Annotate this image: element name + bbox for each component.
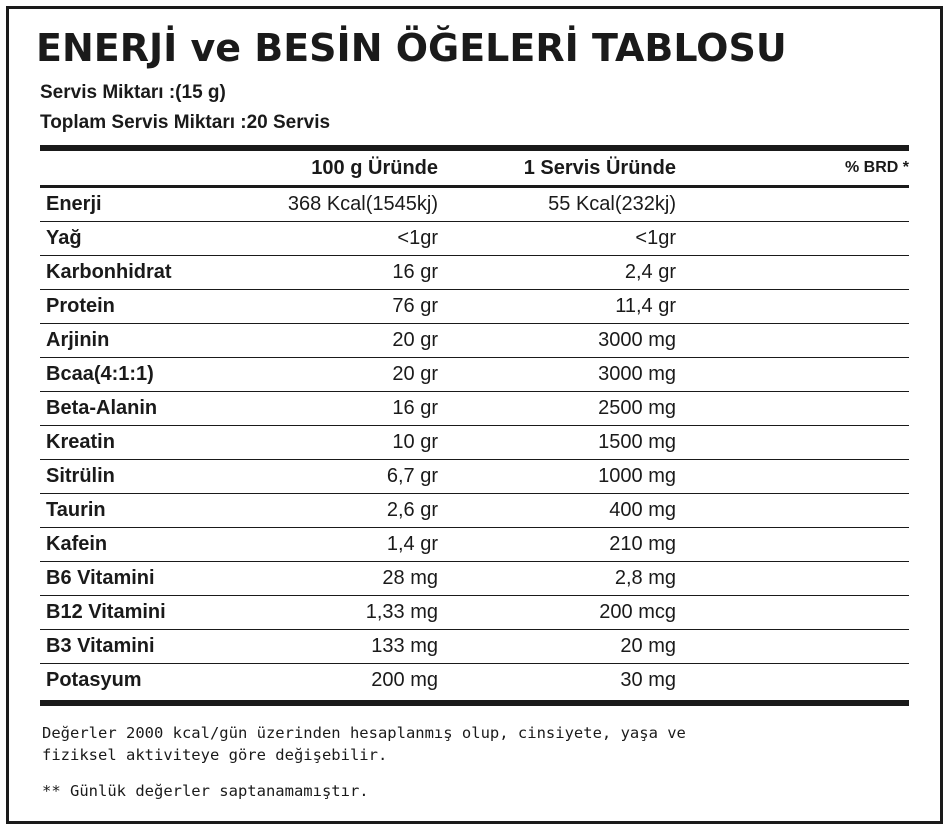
value-brd: [676, 460, 909, 494]
table-row: [40, 222, 909, 256]
value-per-serving: 3000 mg: [438, 324, 676, 358]
table-row: [40, 358, 909, 392]
value-per100: 76 gr: [220, 290, 438, 324]
nutrient-name: Kreatin: [40, 426, 220, 460]
page-title: ENERJİ ve BESİN ÖĞELERİ TABLOSU: [36, 26, 787, 70]
value-per-serving: 2,4 gr: [438, 256, 676, 290]
table-header-row: [40, 151, 909, 187]
table-row: [40, 630, 909, 664]
nutrient-name: B6 Vitamini: [40, 562, 220, 596]
value-per-serving: 400 mg: [438, 494, 676, 528]
total-servings: Toplam Servis Miktarı :20 Servis: [40, 112, 331, 133]
value-per-serving: 20 mg: [438, 630, 676, 664]
value-brd: [676, 562, 909, 596]
table-row: [40, 392, 909, 426]
table-row: [40, 324, 909, 358]
value-per100: 2,6 gr: [220, 494, 438, 528]
table-row: [40, 596, 909, 630]
value-per100: 133 mg: [220, 630, 438, 664]
value-per100: 28 mg: [220, 562, 438, 596]
table-row: [40, 460, 909, 494]
table-row: [40, 290, 909, 324]
nutrient-name: Sitrülin: [40, 460, 220, 494]
footnote-values: Değerler 2000 kcal/gün üzerinden hesaplanmış olup, cinsiyete, yaşa ve fiziksel aktiviteye göre değişebilir.: [42, 724, 686, 764]
value-per100: 1,33 mg: [220, 596, 438, 630]
table-body: [40, 187, 909, 698]
value-per-serving: 2,8 mg: [438, 562, 676, 596]
header-brd: % BRD *: [676, 151, 909, 187]
table-bottom-rule: [40, 700, 909, 706]
value-per100: 20 gr: [220, 324, 438, 358]
table-row: [40, 426, 909, 460]
table-row: [40, 187, 909, 222]
nutrient-name: B12 Vitamini: [40, 596, 220, 630]
value-per100: <1gr: [220, 222, 438, 256]
nutrition-table: [40, 151, 909, 697]
value-per100: 20 gr: [220, 358, 438, 392]
value-brd: [676, 358, 909, 392]
nutrient-name: Bcaa(4:1:1): [40, 358, 220, 392]
table-row: [40, 494, 909, 528]
table-row: [40, 664, 909, 698]
header-name: [40, 151, 220, 187]
nutrient-name: Beta-Alanin: [40, 392, 220, 426]
value-per-serving: 2500 mg: [438, 392, 676, 426]
value-brd: [676, 324, 909, 358]
table-row: [40, 256, 909, 290]
value-per-serving: 55 Kcal(232kj): [438, 187, 676, 222]
value-per-serving: 200 mcg: [438, 596, 676, 630]
value-brd: [676, 528, 909, 562]
value-per100: 6,7 gr: [220, 460, 438, 494]
value-per100: 200 mg: [371, 669, 438, 691]
value-per100: 1,4 gr: [220, 528, 438, 562]
value-brd: [676, 222, 909, 256]
table-row: [40, 562, 909, 596]
nutrient-name: Potasyum: [46, 669, 142, 691]
value-brd: [676, 596, 909, 630]
value-brd: [676, 426, 909, 460]
header-per-serving: 1 Servis Üründe: [438, 151, 676, 187]
value-per-serving: 210 mg: [438, 528, 676, 562]
value-brd: [676, 290, 909, 324]
nutrient-name: B3 Vitamini: [40, 630, 220, 664]
value-per-serving: 30 mg: [620, 669, 676, 691]
value-per100: 16 gr: [220, 392, 438, 426]
value-brd: [676, 664, 909, 698]
footnote-daily: ** Günlük değerler saptanamamıştır.: [42, 782, 369, 800]
value-per-serving: 1500 mg: [438, 426, 676, 460]
nutrient-name: Arjinin: [40, 324, 220, 358]
value-brd: [676, 392, 909, 426]
value-brd: [676, 630, 909, 664]
value-per-serving: 11,4 gr: [438, 290, 676, 324]
value-per100: 368 Kcal(1545kj): [220, 187, 438, 222]
value-per-serving: 1000 mg: [438, 460, 676, 494]
value-per100: 10 gr: [220, 426, 438, 460]
value-per-serving: 3000 mg: [438, 358, 676, 392]
nutrient-name: Taurin: [40, 494, 220, 528]
value-per100: 16 gr: [220, 256, 438, 290]
nutrient-name: Protein: [40, 290, 220, 324]
nutrient-name: Karbonhidrat: [40, 256, 220, 290]
header-per100: 100 g Üründe: [220, 151, 438, 187]
value-per-serving: <1gr: [438, 222, 676, 256]
serving-size: Servis Miktarı :(15 g): [40, 82, 226, 103]
value-brd: [676, 256, 909, 290]
nutrient-name: Kafein: [40, 528, 220, 562]
value-brd: [676, 187, 909, 222]
value-brd: [676, 494, 909, 528]
nutrient-name: Enerji: [40, 187, 220, 222]
table-row: [40, 528, 909, 562]
nutrient-name: Yağ: [40, 222, 220, 256]
